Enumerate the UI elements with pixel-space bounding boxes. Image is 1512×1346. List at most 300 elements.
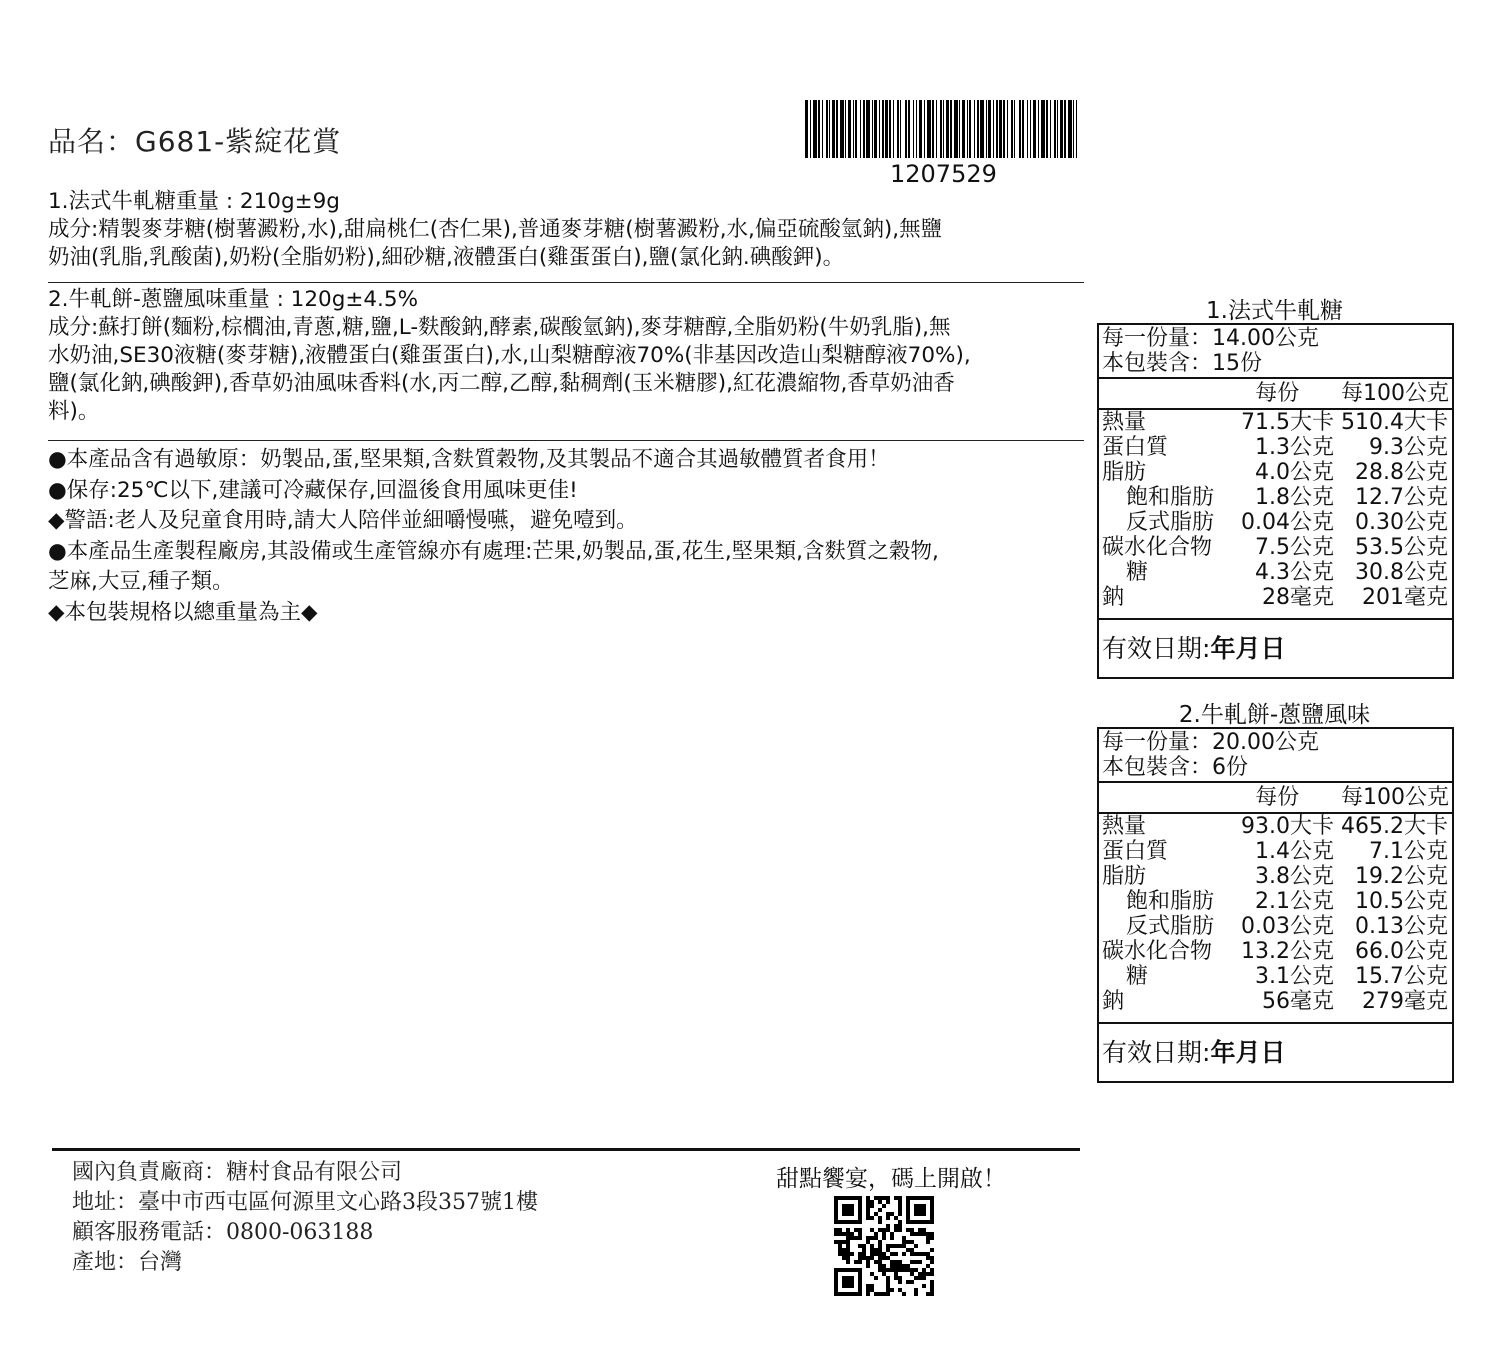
barcode-bar xyxy=(832,100,835,158)
qr-cell xyxy=(930,1196,934,1200)
per-serving-value: 3.8公克 xyxy=(1255,864,1334,889)
per-serving-value: 1.8公克 xyxy=(1255,485,1334,510)
qr-cell xyxy=(846,1204,850,1208)
qr-cell xyxy=(846,1280,850,1284)
qr-cell xyxy=(846,1276,850,1280)
qr-cell xyxy=(886,1244,890,1248)
qr-cell xyxy=(922,1232,926,1236)
barcode-bar xyxy=(1068,100,1072,158)
qr-cell xyxy=(842,1204,846,1208)
barcode-bar xyxy=(826,100,828,158)
per-serving-value: 0.04公克 xyxy=(1241,510,1334,535)
qr-cell xyxy=(906,1204,910,1208)
qr-cell xyxy=(834,1208,838,1212)
qr-cell xyxy=(834,1212,838,1216)
qr-cell xyxy=(898,1260,902,1264)
barcode-bar xyxy=(872,100,873,158)
qr-cell xyxy=(834,1232,838,1236)
qr-cell xyxy=(842,1232,846,1236)
qr-cell xyxy=(898,1204,902,1208)
qr-cell xyxy=(930,1272,934,1276)
nutrient-row xyxy=(1099,914,1452,939)
barcode-bar xyxy=(818,100,820,158)
qr-cell xyxy=(866,1256,870,1260)
qr-cell xyxy=(914,1268,918,1272)
per-serving-value: 4.3公克 xyxy=(1255,560,1334,585)
qr-cell xyxy=(898,1196,902,1200)
qr-cell xyxy=(902,1236,906,1240)
qr-cell xyxy=(898,1224,902,1228)
qr-cell xyxy=(914,1244,918,1248)
expiry-date xyxy=(1099,620,1452,677)
qr-cell xyxy=(898,1212,902,1216)
qr-cell xyxy=(874,1292,878,1296)
qr-cell xyxy=(858,1252,862,1256)
qr-cell xyxy=(858,1204,862,1208)
qr-cell xyxy=(926,1232,930,1236)
nutrient-label: 反式脂肪 xyxy=(1126,510,1215,535)
nutrition-table xyxy=(1097,323,1454,679)
barcode-bar xyxy=(813,100,817,158)
per-100g-value: 279毫克 xyxy=(1362,989,1448,1014)
qr-cell xyxy=(918,1220,922,1224)
nutrient-label: 蛋白質 xyxy=(1102,435,1169,460)
qr-cell xyxy=(922,1284,926,1288)
qr-cell xyxy=(910,1240,914,1244)
qr-cell xyxy=(866,1292,870,1296)
qr-cell xyxy=(906,1264,910,1268)
qr-cell xyxy=(858,1212,862,1216)
qr-cell xyxy=(898,1200,902,1204)
per-serving-value: 1.4公克 xyxy=(1255,839,1334,864)
barcode-bar xyxy=(943,100,944,158)
qr-cell xyxy=(906,1220,910,1224)
qr-cell xyxy=(850,1204,854,1208)
qr-cell xyxy=(834,1228,838,1232)
qr-cell xyxy=(930,1220,934,1224)
qr-cell xyxy=(878,1200,882,1204)
qr-cell xyxy=(890,1236,894,1240)
qr-cell xyxy=(846,1196,850,1200)
qr-cell xyxy=(838,1252,842,1256)
per-serving-value: 0.03公克 xyxy=(1241,914,1334,939)
qr-cell xyxy=(930,1284,934,1288)
qr-cell xyxy=(926,1272,930,1276)
qr-cell xyxy=(898,1264,902,1268)
qr-cell xyxy=(870,1272,874,1276)
qr-cell xyxy=(870,1216,874,1220)
qr-cell xyxy=(878,1220,882,1224)
qr-cell xyxy=(866,1260,870,1264)
qr-cell xyxy=(914,1196,918,1200)
qr-cell xyxy=(874,1236,878,1240)
nutrient-row xyxy=(1099,410,1452,435)
qr-cell xyxy=(894,1228,898,1232)
origin: 產地：台灣 xyxy=(72,1250,183,1275)
qr-cell xyxy=(890,1288,894,1292)
nutrition-title: 2.牛軋餅-蔥鹽風味 xyxy=(1178,702,1371,728)
per-100g-value: 201毫克 xyxy=(1362,585,1448,610)
qr-cell xyxy=(886,1224,890,1228)
qr-cell xyxy=(838,1240,842,1244)
nutrient-row xyxy=(1099,485,1452,510)
qr-cell xyxy=(886,1216,890,1220)
barcode-bar xyxy=(936,100,937,158)
nutrient-rows xyxy=(1099,410,1452,618)
packaging-notice: ◆本包裝規格以總重量為主◆ xyxy=(48,599,318,625)
qr-cell xyxy=(842,1248,846,1252)
qr-cell xyxy=(922,1272,926,1276)
qr-cell xyxy=(930,1280,934,1284)
qr-cell xyxy=(878,1196,882,1200)
per-serving-value: 93.0大卡 xyxy=(1241,814,1334,839)
qr-cell xyxy=(910,1228,914,1232)
barcode-bar xyxy=(1050,100,1051,158)
serving-size: 每一份量：20.00公克 xyxy=(1102,730,1319,755)
qr-cell xyxy=(902,1252,906,1256)
qr-cell xyxy=(906,1280,910,1284)
qr-cell xyxy=(930,1236,934,1240)
qr-cell xyxy=(878,1292,882,1296)
qr-cell xyxy=(910,1260,914,1264)
qr-cell xyxy=(878,1228,882,1232)
barcode-bar xyxy=(977,100,979,158)
serving-size: 每一份量：14.00公克 xyxy=(1102,326,1319,351)
qr-cell xyxy=(858,1284,862,1288)
qr-cell xyxy=(854,1220,858,1224)
qr-cell xyxy=(858,1220,862,1224)
barcode-bar xyxy=(999,100,1002,158)
qr-cell xyxy=(930,1248,934,1252)
per-serving-value: 4.0公克 xyxy=(1255,460,1334,485)
qr-cell xyxy=(914,1204,918,1208)
qr-cell xyxy=(878,1208,882,1212)
qr-cell xyxy=(846,1292,850,1296)
nutrient-row xyxy=(1099,889,1452,914)
barcode-bar xyxy=(874,100,877,158)
per-100g-value: 15.7公克 xyxy=(1355,964,1448,989)
qr-cell xyxy=(866,1264,870,1268)
qr-cell xyxy=(910,1196,914,1200)
qr-cell xyxy=(914,1260,918,1264)
per-serving-value: 13.2公克 xyxy=(1241,939,1334,964)
qr-cell xyxy=(886,1228,890,1232)
barcode-bar xyxy=(845,100,846,158)
section-heading: 2.牛軋餅-蔥鹽風味重量 : 120g±4.5% xyxy=(48,287,419,312)
nutrition-table xyxy=(1097,727,1454,1083)
qr-cell xyxy=(886,1196,890,1200)
per-100g-value: 30.8公克 xyxy=(1355,560,1448,585)
qr-cell xyxy=(866,1196,870,1200)
qr-cell xyxy=(834,1200,838,1204)
qr-cell xyxy=(870,1284,874,1288)
barcode-bar xyxy=(916,100,917,158)
qr-cell xyxy=(850,1232,854,1236)
storage-notice: ●保存:25℃以下,建議可冷藏保存,回溫後食用風味更佳! xyxy=(48,477,578,503)
qr-cell xyxy=(870,1228,874,1232)
qr-cell xyxy=(878,1244,882,1248)
qr-cell xyxy=(842,1240,846,1244)
ingredients-line: 料)。 xyxy=(48,399,100,424)
qr-cell xyxy=(834,1288,838,1292)
qr-cell xyxy=(922,1252,926,1256)
barcode-bar xyxy=(897,100,899,158)
barcode-bar xyxy=(836,100,838,158)
expiry-label: 有效日期: xyxy=(1102,1038,1211,1067)
qr-cell xyxy=(882,1232,886,1236)
qr-cell xyxy=(870,1248,874,1252)
qr-cell xyxy=(930,1232,934,1236)
qr-cell xyxy=(842,1212,846,1216)
barcode-bar xyxy=(1060,100,1063,158)
qr-cell xyxy=(878,1252,882,1256)
qr-cell xyxy=(894,1216,898,1220)
qr-cell xyxy=(918,1272,922,1276)
per-100g-value: 0.13公克 xyxy=(1355,914,1448,939)
qr-cell xyxy=(862,1244,866,1248)
qr-cell xyxy=(834,1216,838,1220)
qr-cell xyxy=(850,1276,854,1280)
nutrient-row xyxy=(1099,460,1452,485)
nutrient-row xyxy=(1099,585,1452,610)
qr-cell xyxy=(854,1228,858,1232)
per-100g-value: 10.5公克 xyxy=(1355,889,1448,914)
per-100g-value: 19.2公克 xyxy=(1355,864,1448,889)
qr-cell xyxy=(858,1292,862,1296)
qr-cell xyxy=(918,1276,922,1280)
customer-service-phone: 顧客服務電話：0800-063188 xyxy=(72,1220,374,1245)
facility-notice-cont: 芝麻,大豆,種子類。 xyxy=(48,569,234,594)
nutrient-label: 鈉 xyxy=(1102,585,1125,610)
qr-cell xyxy=(922,1204,926,1208)
qr-cell xyxy=(890,1244,894,1248)
qr-cell xyxy=(922,1228,926,1232)
qr-cell xyxy=(834,1240,838,1244)
product-name: 品名：G681-紫綻花賞 xyxy=(48,125,342,158)
qr-cell xyxy=(874,1260,878,1264)
qr-cell xyxy=(886,1248,890,1252)
qr-cell xyxy=(894,1224,898,1228)
qr-cell xyxy=(886,1268,890,1272)
qr-cell xyxy=(894,1268,898,1272)
barcode-bar xyxy=(1038,100,1039,158)
qr-cell xyxy=(910,1252,914,1256)
qr-cell xyxy=(886,1212,890,1216)
qr-cell xyxy=(858,1236,862,1240)
qr-cell xyxy=(878,1216,882,1220)
col-header-per-serving: 每份 xyxy=(1255,381,1300,406)
col-header-per-100g: 每100公克 xyxy=(1341,381,1449,406)
qr-cell xyxy=(886,1276,890,1280)
qr-cell xyxy=(894,1244,898,1248)
qr-cell xyxy=(922,1268,926,1272)
col-header-per-serving: 每份 xyxy=(1255,785,1300,810)
barcode-bar xyxy=(860,100,861,158)
qr-cell xyxy=(930,1256,934,1260)
barcode-bar xyxy=(1027,100,1028,158)
per-100g-value: 12.7公克 xyxy=(1355,485,1448,510)
qr-cell xyxy=(858,1228,862,1232)
per-serving-value: 56毫克 xyxy=(1262,989,1334,1014)
nutrition-title: 1.法式牛軋糖 xyxy=(1206,298,1343,324)
qr-cell xyxy=(906,1228,910,1232)
barcode-bar xyxy=(988,100,991,158)
qr-cell xyxy=(930,1292,934,1296)
barcode-bar xyxy=(962,100,965,158)
qr-cell xyxy=(918,1232,922,1236)
ingredients-line: 鹽(氯化鈉,碘酸鉀),香草奶油風味香料(水,丙二醇,乙醇,黏稠劑(玉米糖膠),紅花濃縮物,香草奶油香 xyxy=(48,371,955,396)
qr-cell xyxy=(886,1200,890,1204)
barcode-bar xyxy=(1076,100,1077,158)
qr-cell xyxy=(854,1236,858,1240)
qr-cell xyxy=(926,1220,930,1224)
qr-cell xyxy=(838,1268,842,1272)
barcode-bar xyxy=(1011,100,1013,158)
qr-cell xyxy=(914,1208,918,1212)
qr-cell xyxy=(930,1288,934,1292)
servings-per-pack: 本包裝含：15份 xyxy=(1102,351,1262,376)
qr-cell xyxy=(882,1264,886,1268)
barcode-bar xyxy=(1019,100,1021,158)
qr-cell xyxy=(926,1240,930,1244)
qr-cell xyxy=(918,1228,922,1232)
barcode-bar xyxy=(908,100,910,158)
qr-cell xyxy=(890,1260,894,1264)
per-100g-value: 0.30公克 xyxy=(1355,510,1448,535)
nutrient-label: 鈉 xyxy=(1102,989,1125,1014)
qr-cell xyxy=(906,1208,910,1212)
qr-cell xyxy=(926,1292,930,1296)
qr-cell xyxy=(850,1252,854,1256)
ingredients-line: 奶油(乳脂,乳酸菌),奶粉(全脂奶粉),細砂糖,液體蛋白(雞蛋蛋白),鹽(氯化鈉.碘酸鉀)。 xyxy=(48,245,845,270)
qr-cell xyxy=(846,1240,850,1244)
barcode-bar xyxy=(986,100,987,158)
qr-cell xyxy=(834,1276,838,1280)
qr-cell xyxy=(894,1276,898,1280)
qr-cell xyxy=(930,1208,934,1212)
qr-cell xyxy=(902,1264,906,1268)
qr-cell xyxy=(902,1240,906,1244)
qr-code-icon[interactable] xyxy=(834,1196,934,1296)
barcode-image xyxy=(805,100,1077,158)
barcode-bar xyxy=(1030,100,1031,158)
qr-cell xyxy=(850,1220,854,1224)
qr-cell xyxy=(930,1212,934,1216)
qr-cell xyxy=(834,1204,838,1208)
qr-cell xyxy=(846,1256,850,1260)
qr-cell xyxy=(926,1256,930,1260)
qr-cell xyxy=(854,1196,858,1200)
qr-cell xyxy=(910,1248,914,1252)
qr-cell xyxy=(870,1252,874,1256)
qr-cell xyxy=(890,1212,894,1216)
qr-cell xyxy=(926,1252,930,1256)
qr-cell xyxy=(910,1272,914,1276)
qr-cell xyxy=(858,1288,862,1292)
qr-cell xyxy=(862,1256,866,1260)
qr-cell xyxy=(906,1216,910,1220)
per-100g-value: 66.0公克 xyxy=(1355,939,1448,964)
qr-cell xyxy=(914,1276,918,1280)
qr-cell xyxy=(878,1256,882,1260)
nutrient-row xyxy=(1099,435,1452,460)
nutrient-label: 熱量 xyxy=(1102,410,1147,435)
qr-cell xyxy=(842,1276,846,1280)
expiry-value: 年月日 xyxy=(1210,1038,1286,1067)
qr-cell xyxy=(870,1204,874,1208)
qr-cell xyxy=(886,1280,890,1284)
qr-cell xyxy=(858,1256,862,1260)
per-100g-value: 28.8公克 xyxy=(1355,460,1448,485)
qr-cell xyxy=(874,1232,878,1236)
section-heading: 1.法式牛軋糖重量 : 210g±9g xyxy=(48,189,340,214)
qr-cell xyxy=(882,1228,886,1232)
barcode-bar xyxy=(840,100,844,158)
qr-cell xyxy=(882,1292,886,1296)
notices xyxy=(48,445,1084,628)
qr-cell xyxy=(854,1292,858,1296)
nutrient-label: 脂肪 xyxy=(1102,460,1147,485)
qr-cell xyxy=(850,1268,854,1272)
barcode-bar xyxy=(1054,100,1056,158)
barcode-bar xyxy=(919,100,922,158)
qr-cell xyxy=(898,1268,902,1272)
footer-info xyxy=(72,1158,538,1278)
nutrient-label: 糖 xyxy=(1126,964,1149,989)
barcode-bar xyxy=(889,100,891,158)
barcode-bar xyxy=(959,100,960,158)
qr-cell xyxy=(878,1268,882,1272)
qr-cell xyxy=(858,1276,862,1280)
qr-cell xyxy=(862,1252,866,1256)
barcode-bar xyxy=(1073,100,1074,158)
barcode-bar xyxy=(866,100,870,158)
barcode-bar xyxy=(822,100,823,158)
qr-cell xyxy=(850,1196,854,1200)
barcode-bar xyxy=(927,100,931,158)
address: 地址：臺中市西屯區何源里文心路3段357號1樓 xyxy=(72,1190,538,1215)
qr-cell xyxy=(834,1292,838,1296)
qr-cell xyxy=(902,1244,906,1248)
nutrient-label: 糖 xyxy=(1126,560,1149,585)
qr-cell xyxy=(882,1252,886,1256)
qr-cell xyxy=(866,1216,870,1220)
qr-cell xyxy=(882,1272,886,1276)
qr-cell xyxy=(850,1280,854,1284)
qr-cell xyxy=(866,1208,870,1212)
qr-cell xyxy=(866,1204,870,1208)
expiry-value: 年月日 xyxy=(1210,634,1286,663)
barcode-bar xyxy=(913,100,914,158)
barcode-bar xyxy=(993,100,994,158)
qr-cell xyxy=(898,1208,902,1212)
col-header-per-100g: 每100公克 xyxy=(1341,785,1449,810)
qr-cell xyxy=(894,1260,898,1264)
qr-cell xyxy=(838,1228,842,1232)
qr-cell xyxy=(858,1272,862,1276)
barcode-bar xyxy=(863,100,865,158)
qr-cell xyxy=(834,1284,838,1288)
qr-cell xyxy=(850,1236,854,1240)
qr-cell xyxy=(886,1284,890,1288)
qr-cell xyxy=(902,1292,906,1296)
qr-cell xyxy=(834,1272,838,1276)
per-serving-value: 1.3公克 xyxy=(1255,435,1334,460)
per-serving-value: 71.5大卡 xyxy=(1241,410,1334,435)
barcode-bar xyxy=(810,100,811,158)
barcode-bar xyxy=(805,100,808,158)
nutrient-label: 飽和脂肪 xyxy=(1126,485,1215,510)
